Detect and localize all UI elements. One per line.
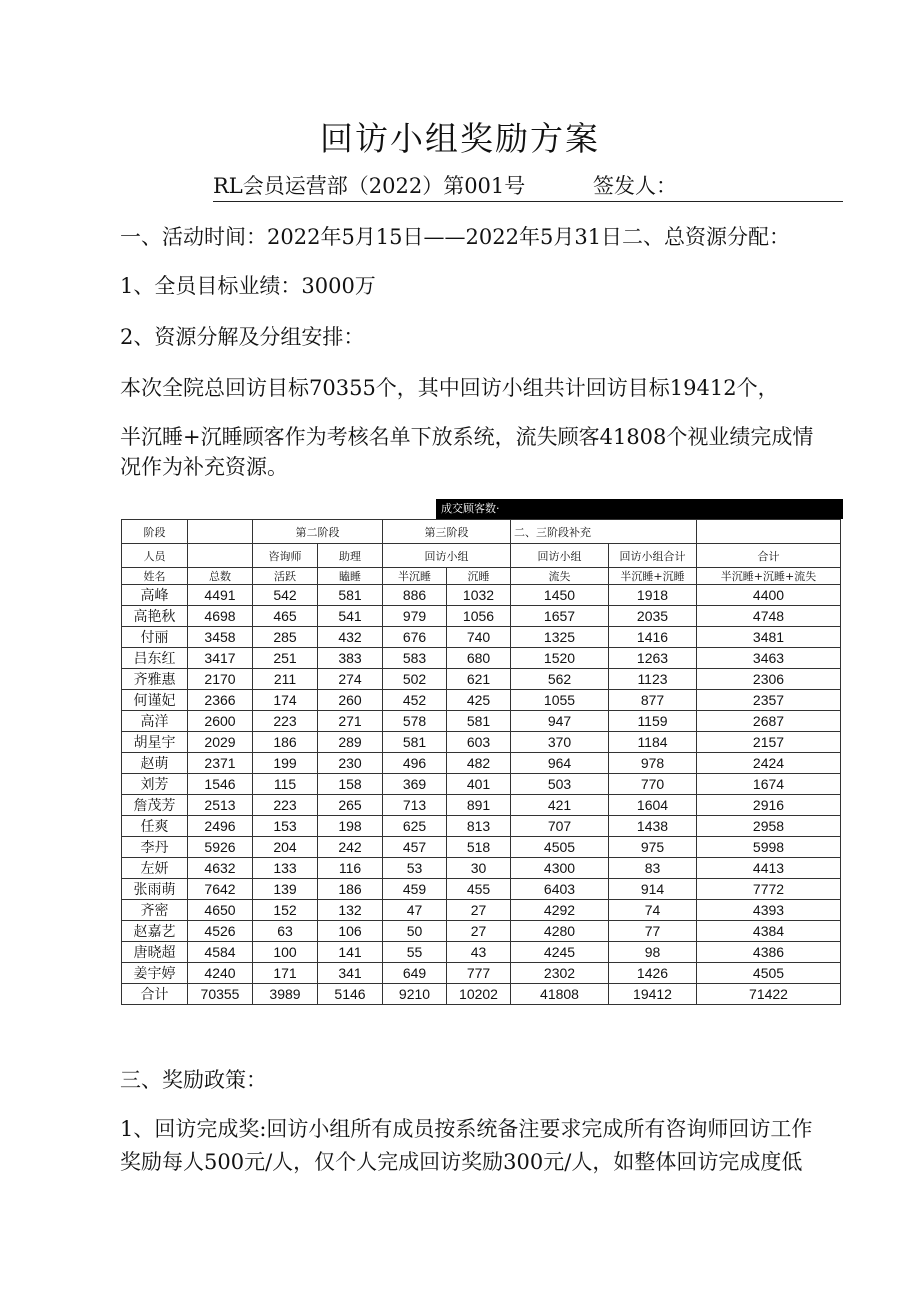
value-cell: 63	[253, 921, 318, 942]
value-cell: 1546	[188, 774, 253, 795]
table-row	[122, 711, 841, 732]
value-cell: 4245	[511, 942, 609, 963]
value-cell: 4650	[188, 900, 253, 921]
value-cell: 4240	[188, 963, 253, 984]
value-cell: 2029	[188, 732, 253, 753]
name-cell: 高艳秋	[122, 606, 188, 627]
value-cell: 452	[383, 690, 447, 711]
value-cell: 2513	[188, 795, 253, 816]
summary-line-2: 半沉睡+沉睡顾客作为考核名单下放系统，流失顾客41808个视业绩完成情	[120, 425, 814, 449]
value-cell: 274	[318, 669, 383, 690]
value-cell: 153	[253, 816, 318, 837]
value-cell: 891	[447, 795, 511, 816]
name-cell: 唐晓超	[122, 942, 188, 963]
name-cell: 李丹	[122, 837, 188, 858]
value-cell: 1159	[609, 711, 697, 732]
name-cell: 左妍	[122, 858, 188, 879]
column-header: 姓名	[122, 568, 188, 585]
value-cell: 1450	[511, 585, 609, 606]
header-cell	[188, 544, 253, 568]
value-cell: 2035	[609, 606, 697, 627]
value-cell: 1918	[609, 585, 697, 606]
value-cell: 251	[253, 648, 318, 669]
document-number: RL会员运营部（2022）第001号	[213, 174, 526, 198]
value-cell: 3481	[697, 627, 841, 648]
value-cell: 1657	[511, 606, 609, 627]
header-cell: 回访小组	[511, 544, 609, 568]
value-cell: 432	[318, 627, 383, 648]
value-cell: 285	[253, 627, 318, 648]
value-cell: 100	[253, 942, 318, 963]
value-cell: 5998	[697, 837, 841, 858]
value-cell: 1055	[511, 690, 609, 711]
document-number-line	[213, 170, 843, 202]
name-cell: 齐密	[122, 900, 188, 921]
value-cell: 1674	[697, 774, 841, 795]
table-row	[122, 816, 841, 837]
table-row	[122, 669, 841, 690]
header-cell: 第三阶段	[383, 520, 511, 544]
name-cell: 合计	[122, 984, 188, 1005]
table-row	[122, 627, 841, 648]
column-header: 沉睡	[447, 568, 511, 585]
reward-line-1: 1、回访完成奖:回访小组所有成员按系统备注要求完成所有咨询师回访工作	[120, 1117, 813, 1141]
value-cell: 7772	[697, 879, 841, 900]
table-row	[122, 585, 841, 606]
name-cell: 赵萌	[122, 753, 188, 774]
value-cell: 223	[253, 795, 318, 816]
value-cell: 4491	[188, 585, 253, 606]
value-cell: 421	[511, 795, 609, 816]
value-cell: 502	[383, 669, 447, 690]
value-cell: 503	[511, 774, 609, 795]
name-cell: 吕东红	[122, 648, 188, 669]
header-cell: 第二阶段	[253, 520, 383, 544]
table-row	[122, 984, 841, 1005]
value-cell: 676	[383, 627, 447, 648]
value-cell: 186	[253, 732, 318, 753]
column-header: 活跃	[253, 568, 318, 585]
table-row	[122, 963, 841, 984]
value-cell: 5926	[188, 837, 253, 858]
header-cell: 咨询师	[253, 544, 318, 568]
value-cell: 171	[253, 963, 318, 984]
value-cell: 27	[447, 921, 511, 942]
value-cell: 370	[511, 732, 609, 753]
value-cell: 289	[318, 732, 383, 753]
value-cell: 383	[318, 648, 383, 669]
value-cell: 975	[609, 837, 697, 858]
value-cell: 1416	[609, 627, 697, 648]
value-cell: 47	[383, 900, 447, 921]
value-cell: 2157	[697, 732, 841, 753]
name-cell: 张雨萌	[122, 879, 188, 900]
value-cell: 41808	[511, 984, 609, 1005]
value-cell: 3458	[188, 627, 253, 648]
column-header: 半沉睡	[383, 568, 447, 585]
value-cell: 581	[318, 585, 383, 606]
value-cell: 369	[383, 774, 447, 795]
value-cell: 4505	[697, 963, 841, 984]
value-cell: 4384	[697, 921, 841, 942]
value-cell: 964	[511, 753, 609, 774]
header-cell: 阶段	[122, 520, 188, 544]
table-row	[122, 795, 841, 816]
page-title: 回访小组奖励方案	[320, 119, 600, 158]
value-cell: 2424	[697, 753, 841, 774]
name-cell: 高洋	[122, 711, 188, 732]
table-row	[122, 648, 841, 669]
column-header: 半沉睡+沉睡	[609, 568, 697, 585]
value-cell: 2916	[697, 795, 841, 816]
value-cell: 518	[447, 837, 511, 858]
header-cell: 回访小组	[383, 544, 511, 568]
table-header-staff	[122, 544, 841, 568]
table-row	[122, 942, 841, 963]
value-cell: 53	[383, 858, 447, 879]
value-cell: 4413	[697, 858, 841, 879]
value-cell: 2306	[697, 669, 841, 690]
value-cell: 465	[253, 606, 318, 627]
value-cell: 1325	[511, 627, 609, 648]
table-row	[122, 879, 841, 900]
table-header-stage	[122, 520, 841, 544]
value-cell: 139	[253, 879, 318, 900]
value-cell: 770	[609, 774, 697, 795]
value-cell: 230	[318, 753, 383, 774]
table-row	[122, 837, 841, 858]
reward-heading: 三、奖励政策：	[120, 1068, 267, 1092]
value-cell: 401	[447, 774, 511, 795]
value-cell: 242	[318, 837, 383, 858]
value-cell: 2357	[697, 690, 841, 711]
value-cell: 496	[383, 753, 447, 774]
value-cell: 4393	[697, 900, 841, 921]
summary-line-3: 况作为补充资源。	[120, 455, 288, 479]
name-cell: 詹茂芳	[122, 795, 188, 816]
value-cell: 2366	[188, 690, 253, 711]
value-cell: 713	[383, 795, 447, 816]
value-cell: 680	[447, 648, 511, 669]
value-cell: 186	[318, 879, 383, 900]
value-cell: 777	[447, 963, 511, 984]
value-cell: 10202	[447, 984, 511, 1005]
value-cell: 2496	[188, 816, 253, 837]
value-cell: 43	[447, 942, 511, 963]
value-cell: 583	[383, 648, 447, 669]
value-cell: 947	[511, 711, 609, 732]
value-cell: 6403	[511, 879, 609, 900]
value-cell: 1438	[609, 816, 697, 837]
value-cell: 83	[609, 858, 697, 879]
value-cell: 2170	[188, 669, 253, 690]
name-cell: 赵嘉艺	[122, 921, 188, 942]
value-cell: 1426	[609, 963, 697, 984]
table-banner: 成交顾客数·	[436, 499, 843, 519]
value-cell: 562	[511, 669, 609, 690]
value-cell: 7642	[188, 879, 253, 900]
value-cell: 204	[253, 837, 318, 858]
value-cell: 106	[318, 921, 383, 942]
value-cell: 70355	[188, 984, 253, 1005]
value-cell: 141	[318, 942, 383, 963]
value-cell: 625	[383, 816, 447, 837]
name-cell: 齐雅惠	[122, 669, 188, 690]
value-cell: 2371	[188, 753, 253, 774]
value-cell: 1604	[609, 795, 697, 816]
value-cell: 455	[447, 879, 511, 900]
value-cell: 4292	[511, 900, 609, 921]
value-cell: 55	[383, 942, 447, 963]
name-cell: 任爽	[122, 816, 188, 837]
value-cell: 27	[447, 900, 511, 921]
value-cell: 1263	[609, 648, 697, 669]
value-cell: 457	[383, 837, 447, 858]
reward-line-2: 奖励每人500元/人，仅个人完成回访奖励300元/人，如整体回访完成度低	[120, 1150, 803, 1174]
table-row	[122, 900, 841, 921]
value-cell: 50	[383, 921, 447, 942]
value-cell: 260	[318, 690, 383, 711]
table-row	[122, 753, 841, 774]
value-cell: 4300	[511, 858, 609, 879]
value-cell: 211	[253, 669, 318, 690]
value-cell: 2687	[697, 711, 841, 732]
value-cell: 4632	[188, 858, 253, 879]
value-cell: 3463	[697, 648, 841, 669]
value-cell: 199	[253, 753, 318, 774]
value-cell: 4698	[188, 606, 253, 627]
resource-plan-heading: 2、资源分解及分组安排：	[120, 325, 365, 349]
table-row	[122, 732, 841, 753]
header-cell	[188, 520, 253, 544]
value-cell: 621	[447, 669, 511, 690]
name-cell: 高峰	[122, 585, 188, 606]
value-cell: 3989	[253, 984, 318, 1005]
value-cell: 978	[609, 753, 697, 774]
value-cell: 1032	[447, 585, 511, 606]
name-cell: 付丽	[122, 627, 188, 648]
column-header: 瞌睡	[318, 568, 383, 585]
value-cell: 19412	[609, 984, 697, 1005]
value-cell: 877	[609, 690, 697, 711]
value-cell: 158	[318, 774, 383, 795]
value-cell: 271	[318, 711, 383, 732]
value-cell: 649	[383, 963, 447, 984]
header-cell	[697, 520, 841, 544]
value-cell: 425	[447, 690, 511, 711]
value-cell: 341	[318, 963, 383, 984]
value-cell: 152	[253, 900, 318, 921]
value-cell: 2302	[511, 963, 609, 984]
value-cell: 886	[383, 585, 447, 606]
value-cell: 115	[253, 774, 318, 795]
table-row	[122, 774, 841, 795]
target-performance: 1、全员目标业绩：3000万	[120, 274, 376, 298]
value-cell: 4280	[511, 921, 609, 942]
value-cell: 914	[609, 879, 697, 900]
resource-table	[121, 519, 841, 1005]
value-cell: 2958	[697, 816, 841, 837]
value-cell: 4748	[697, 606, 841, 627]
table-row	[122, 921, 841, 942]
value-cell: 1123	[609, 669, 697, 690]
value-cell: 4400	[697, 585, 841, 606]
value-cell: 198	[318, 816, 383, 837]
activity-time: 一、活动时间：2022年5月15日——2022年5月31日二、总资源分配：	[120, 225, 791, 249]
summary-line-1: 本次全院总回访目标70355个，其中回访小组共计回访目标19412个，	[120, 376, 779, 400]
value-cell: 265	[318, 795, 383, 816]
name-cell: 胡星宇	[122, 732, 188, 753]
value-cell: 71422	[697, 984, 841, 1005]
value-cell: 4386	[697, 942, 841, 963]
value-cell: 5146	[318, 984, 383, 1005]
name-cell: 姜宇婷	[122, 963, 188, 984]
table-row	[122, 606, 841, 627]
value-cell: 223	[253, 711, 318, 732]
value-cell: 4584	[188, 942, 253, 963]
value-cell: 133	[253, 858, 318, 879]
header-cell: 回访小组合计	[609, 544, 697, 568]
value-cell: 1056	[447, 606, 511, 627]
value-cell: 979	[383, 606, 447, 627]
value-cell: 174	[253, 690, 318, 711]
name-cell: 何谨妃	[122, 690, 188, 711]
header-cell: 二、三阶段补充	[511, 520, 697, 544]
value-cell: 74	[609, 900, 697, 921]
value-cell: 116	[318, 858, 383, 879]
value-cell: 4505	[511, 837, 609, 858]
value-cell: 542	[253, 585, 318, 606]
header-cell: 助理	[318, 544, 383, 568]
value-cell: 813	[447, 816, 511, 837]
value-cell: 541	[318, 606, 383, 627]
value-cell: 740	[447, 627, 511, 648]
value-cell: 581	[447, 711, 511, 732]
value-cell: 581	[383, 732, 447, 753]
value-cell: 98	[609, 942, 697, 963]
value-cell: 482	[447, 753, 511, 774]
value-cell: 603	[447, 732, 511, 753]
header-cell: 人员	[122, 544, 188, 568]
column-header: 流失	[511, 568, 609, 585]
signer-label: 签发人：	[593, 174, 677, 198]
table-header-columns	[122, 568, 841, 585]
value-cell: 9210	[383, 984, 447, 1005]
value-cell: 578	[383, 711, 447, 732]
value-cell: 459	[383, 879, 447, 900]
value-cell: 3417	[188, 648, 253, 669]
value-cell: 4526	[188, 921, 253, 942]
value-cell: 77	[609, 921, 697, 942]
value-cell: 707	[511, 816, 609, 837]
value-cell: 1520	[511, 648, 609, 669]
value-cell: 2600	[188, 711, 253, 732]
column-header: 半沉睡+沉睡+流失	[697, 568, 841, 585]
table-row	[122, 858, 841, 879]
value-cell: 1184	[609, 732, 697, 753]
table-row	[122, 690, 841, 711]
value-cell: 30	[447, 858, 511, 879]
value-cell: 132	[318, 900, 383, 921]
name-cell: 刘芳	[122, 774, 188, 795]
header-cell: 合计	[697, 544, 841, 568]
column-header: 总数	[188, 568, 253, 585]
